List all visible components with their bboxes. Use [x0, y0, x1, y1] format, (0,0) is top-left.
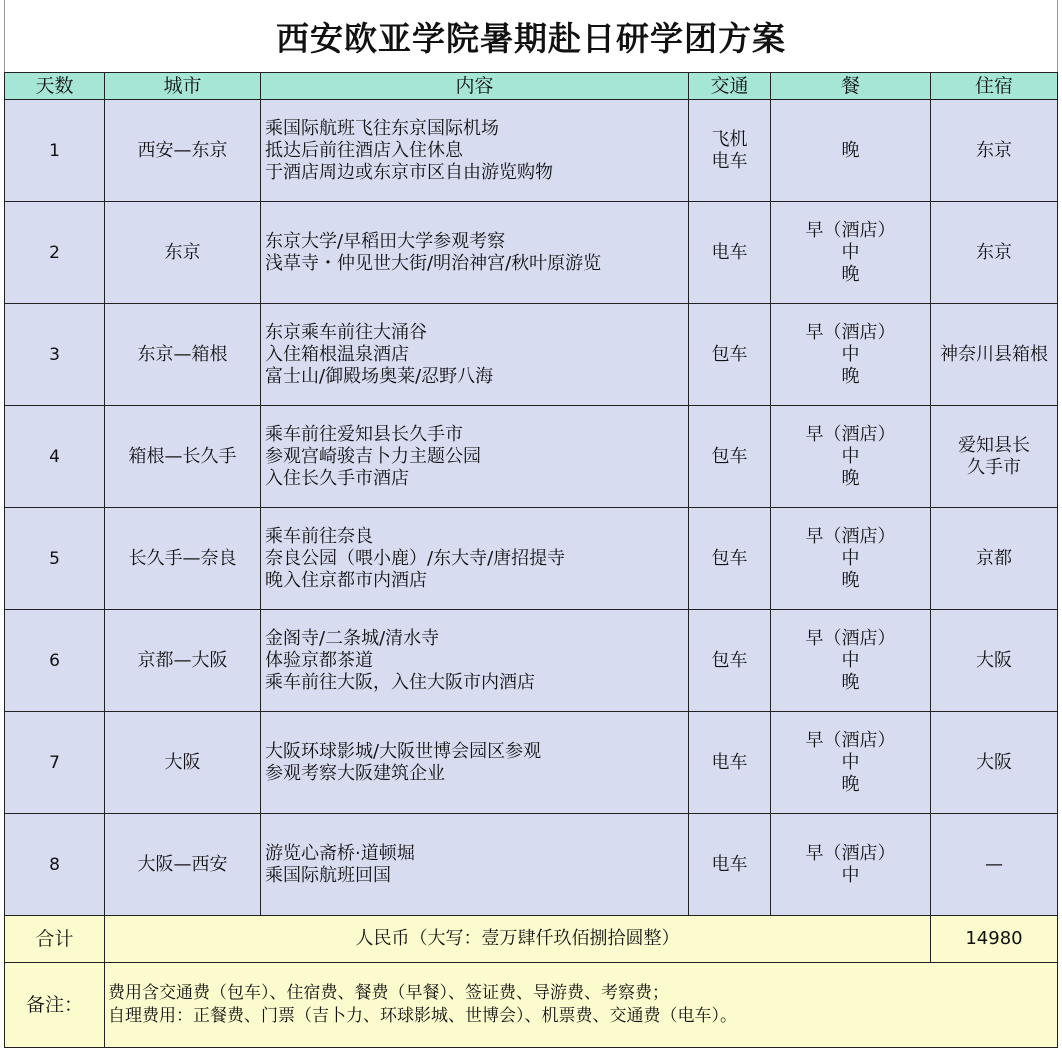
meal-line: 中	[841, 751, 860, 773]
total-label: 合计	[5, 916, 105, 963]
lodging-line: 大阪	[976, 649, 1012, 671]
note-text	[105, 963, 1058, 1048]
transport-cell	[689, 406, 771, 508]
table-row	[5, 304, 1058, 406]
day-cell: 4	[5, 406, 105, 508]
meal-line: 晚	[841, 773, 860, 795]
header-content: 内容	[261, 73, 689, 100]
city-cell: 西安—东京	[105, 100, 261, 202]
transport-cell	[689, 610, 771, 712]
day-cell: 7	[5, 712, 105, 814]
header-transport: 交通	[689, 73, 771, 100]
meal-line: 中	[841, 343, 860, 365]
transport-line: 包车	[711, 649, 748, 671]
content-line: 游览心斋桥·道顿堀	[265, 842, 415, 864]
note-row	[5, 963, 1058, 1048]
table-row	[5, 202, 1058, 304]
content-cell	[261, 406, 689, 508]
rows-body	[5, 100, 1058, 916]
city-cell: 东京	[105, 202, 261, 304]
content-cell	[261, 100, 689, 202]
content-cell	[261, 202, 689, 304]
meal-line: 早（酒店）	[805, 219, 896, 241]
transport-line: 电车	[711, 150, 748, 172]
content-line: 于酒店周边或东京市区自由游览购物	[265, 161, 553, 183]
note-line: 费用含交通费（包车）、住宿费、餐费（早餐）、签证费、导游费、考察费；	[108, 983, 669, 1003]
meals-cell	[771, 508, 931, 610]
transport-line: 电车	[711, 241, 748, 263]
day-cell: 2	[5, 202, 105, 304]
header-city: 城市	[105, 73, 261, 100]
content-line: 参观宫崎骏吉卜力主题公园	[265, 445, 481, 467]
lodging-cell	[931, 712, 1058, 814]
day-cell: 3	[5, 304, 105, 406]
meals-cell	[771, 712, 931, 814]
title-box	[4, 0, 1058, 72]
meal-line: 中	[841, 864, 860, 886]
table-row	[5, 100, 1058, 202]
day-cell: 5	[5, 508, 105, 610]
page-title: 西安欧亚学院暑期赴日研学团方案	[276, 18, 786, 58]
meal-line: 中	[841, 649, 860, 671]
content-line: 入住箱根温泉酒店	[265, 343, 409, 365]
itinerary-table	[4, 72, 1058, 1048]
table-row	[5, 712, 1058, 814]
transport-cell	[689, 100, 771, 202]
city-cell: 大阪	[105, 712, 261, 814]
meal-line: 晚	[841, 569, 860, 591]
content-line: 入住长久手市酒店	[265, 467, 409, 489]
content-line: 乘车前往爱知县长久手市	[265, 423, 463, 445]
meal-line: 早（酒店）	[805, 627, 896, 649]
city-cell: 箱根—长久手	[105, 406, 261, 508]
content-line: 乘国际航班回国	[265, 864, 391, 886]
lodging-cell	[931, 508, 1058, 610]
content-line: 抵达后前往酒店入住休息	[265, 139, 463, 161]
meals-cell	[771, 100, 931, 202]
lodging-line: 大阪	[976, 751, 1012, 773]
content-line: 晚入住京都市内酒店	[265, 569, 427, 591]
transport-cell	[689, 712, 771, 814]
note-line: 自理费用：正餐费、门票（吉卜力、环球影城、世博会）、机票费、交通费（电车）。	[108, 1006, 737, 1026]
header-meals: 餐	[771, 73, 931, 100]
transport-cell	[689, 202, 771, 304]
meal-line: 晚	[841, 263, 860, 285]
content-line: 乘车前往奈良	[265, 525, 373, 547]
content-line: 大阪环球影城/大阪世博会园区参观	[265, 740, 542, 762]
table-row	[5, 814, 1058, 916]
meal-line: 早（酒店）	[805, 423, 896, 445]
content-cell	[261, 508, 689, 610]
meal-line: 早（酒店）	[805, 729, 896, 751]
meals-cell	[771, 610, 931, 712]
city-cell: 京都—大阪	[105, 610, 261, 712]
meal-line: 中	[841, 241, 860, 263]
meal-line: 早（酒店）	[805, 842, 896, 864]
lodging-line: 东京	[976, 241, 1012, 263]
content-line: 乘车前往大阪，入住大阪市内酒店	[265, 671, 535, 693]
total-text: 人民币（大写：壹万肆仟玖佰捌拾圆整）	[105, 916, 931, 963]
transport-line: 电车	[711, 853, 748, 875]
meal-line: 早（酒店）	[805, 321, 896, 343]
content-cell	[261, 610, 689, 712]
meals-cell	[771, 304, 931, 406]
transport-cell	[689, 508, 771, 610]
lodging-cell	[931, 610, 1058, 712]
meal-line: 晚	[841, 365, 860, 387]
day-cell: 8	[5, 814, 105, 916]
table-row	[5, 508, 1058, 610]
transport-line: 电车	[711, 751, 748, 773]
lodging-line: 东京	[976, 139, 1012, 161]
lodging-line: 神奈川县箱根	[940, 343, 1048, 365]
content-cell	[261, 712, 689, 814]
content-line: 富士山/御殿场奥莱/忍野八海	[265, 365, 494, 387]
content-cell	[261, 304, 689, 406]
city-cell: 长久手—奈良	[105, 508, 261, 610]
transport-cell	[689, 814, 771, 916]
meal-line: 晚	[841, 467, 860, 489]
transport-line: 包车	[711, 445, 748, 467]
content-line: 参观考察大阪建筑企业	[265, 762, 445, 784]
table-row	[5, 610, 1058, 712]
day-cell: 1	[5, 100, 105, 202]
content-line: 东京乘车前往大涌谷	[265, 321, 427, 343]
day-cell: 6	[5, 610, 105, 712]
meal-line: 晚	[841, 139, 860, 161]
lodging-line: 爱知县长	[958, 434, 1030, 456]
content-cell	[261, 814, 689, 916]
transport-cell	[689, 304, 771, 406]
content-line: 浅草寺・仲见世大街/明治神宫/秋叶原游览	[265, 252, 602, 274]
meal-line: 晚	[841, 671, 860, 693]
lodging-cell	[931, 202, 1058, 304]
header-lodging: 住宿	[931, 73, 1058, 100]
lodging-cell	[931, 304, 1058, 406]
total-amount: 14980	[931, 916, 1058, 963]
table-row	[5, 406, 1058, 508]
city-cell: 大阪—西安	[105, 814, 261, 916]
transport-line: 包车	[711, 547, 748, 569]
header-row	[5, 73, 1058, 100]
lodging-cell	[931, 406, 1058, 508]
lodging-line: 久手市	[967, 456, 1021, 478]
transport-line: 包车	[711, 343, 748, 365]
meals-cell	[771, 814, 931, 916]
content-line: 东京大学/早稻田大学参观考察	[265, 230, 506, 252]
transport-line: 飞机	[711, 128, 748, 150]
lodging-line: —	[985, 853, 1003, 875]
meals-cell	[771, 406, 931, 508]
total-row	[5, 916, 1058, 963]
content-line: 金阁寺/二条城/清水寺	[265, 627, 440, 649]
meal-line: 中	[841, 547, 860, 569]
meals-cell	[771, 202, 931, 304]
lodging-line: 京都	[976, 547, 1012, 569]
content-line: 体验京都茶道	[265, 649, 373, 671]
content-line: 奈良公园（喂小鹿）/东大寺/唐招提寺	[265, 547, 566, 569]
lodging-cell	[931, 100, 1058, 202]
header-day: 天数	[5, 73, 105, 100]
city-cell: 东京—箱根	[105, 304, 261, 406]
note-label: 备注：	[5, 963, 105, 1048]
meal-line: 早（酒店）	[805, 525, 896, 547]
content-line: 乘国际航班飞往东京国际机场	[265, 117, 499, 139]
lodging-cell	[931, 814, 1058, 916]
meal-line: 中	[841, 445, 860, 467]
